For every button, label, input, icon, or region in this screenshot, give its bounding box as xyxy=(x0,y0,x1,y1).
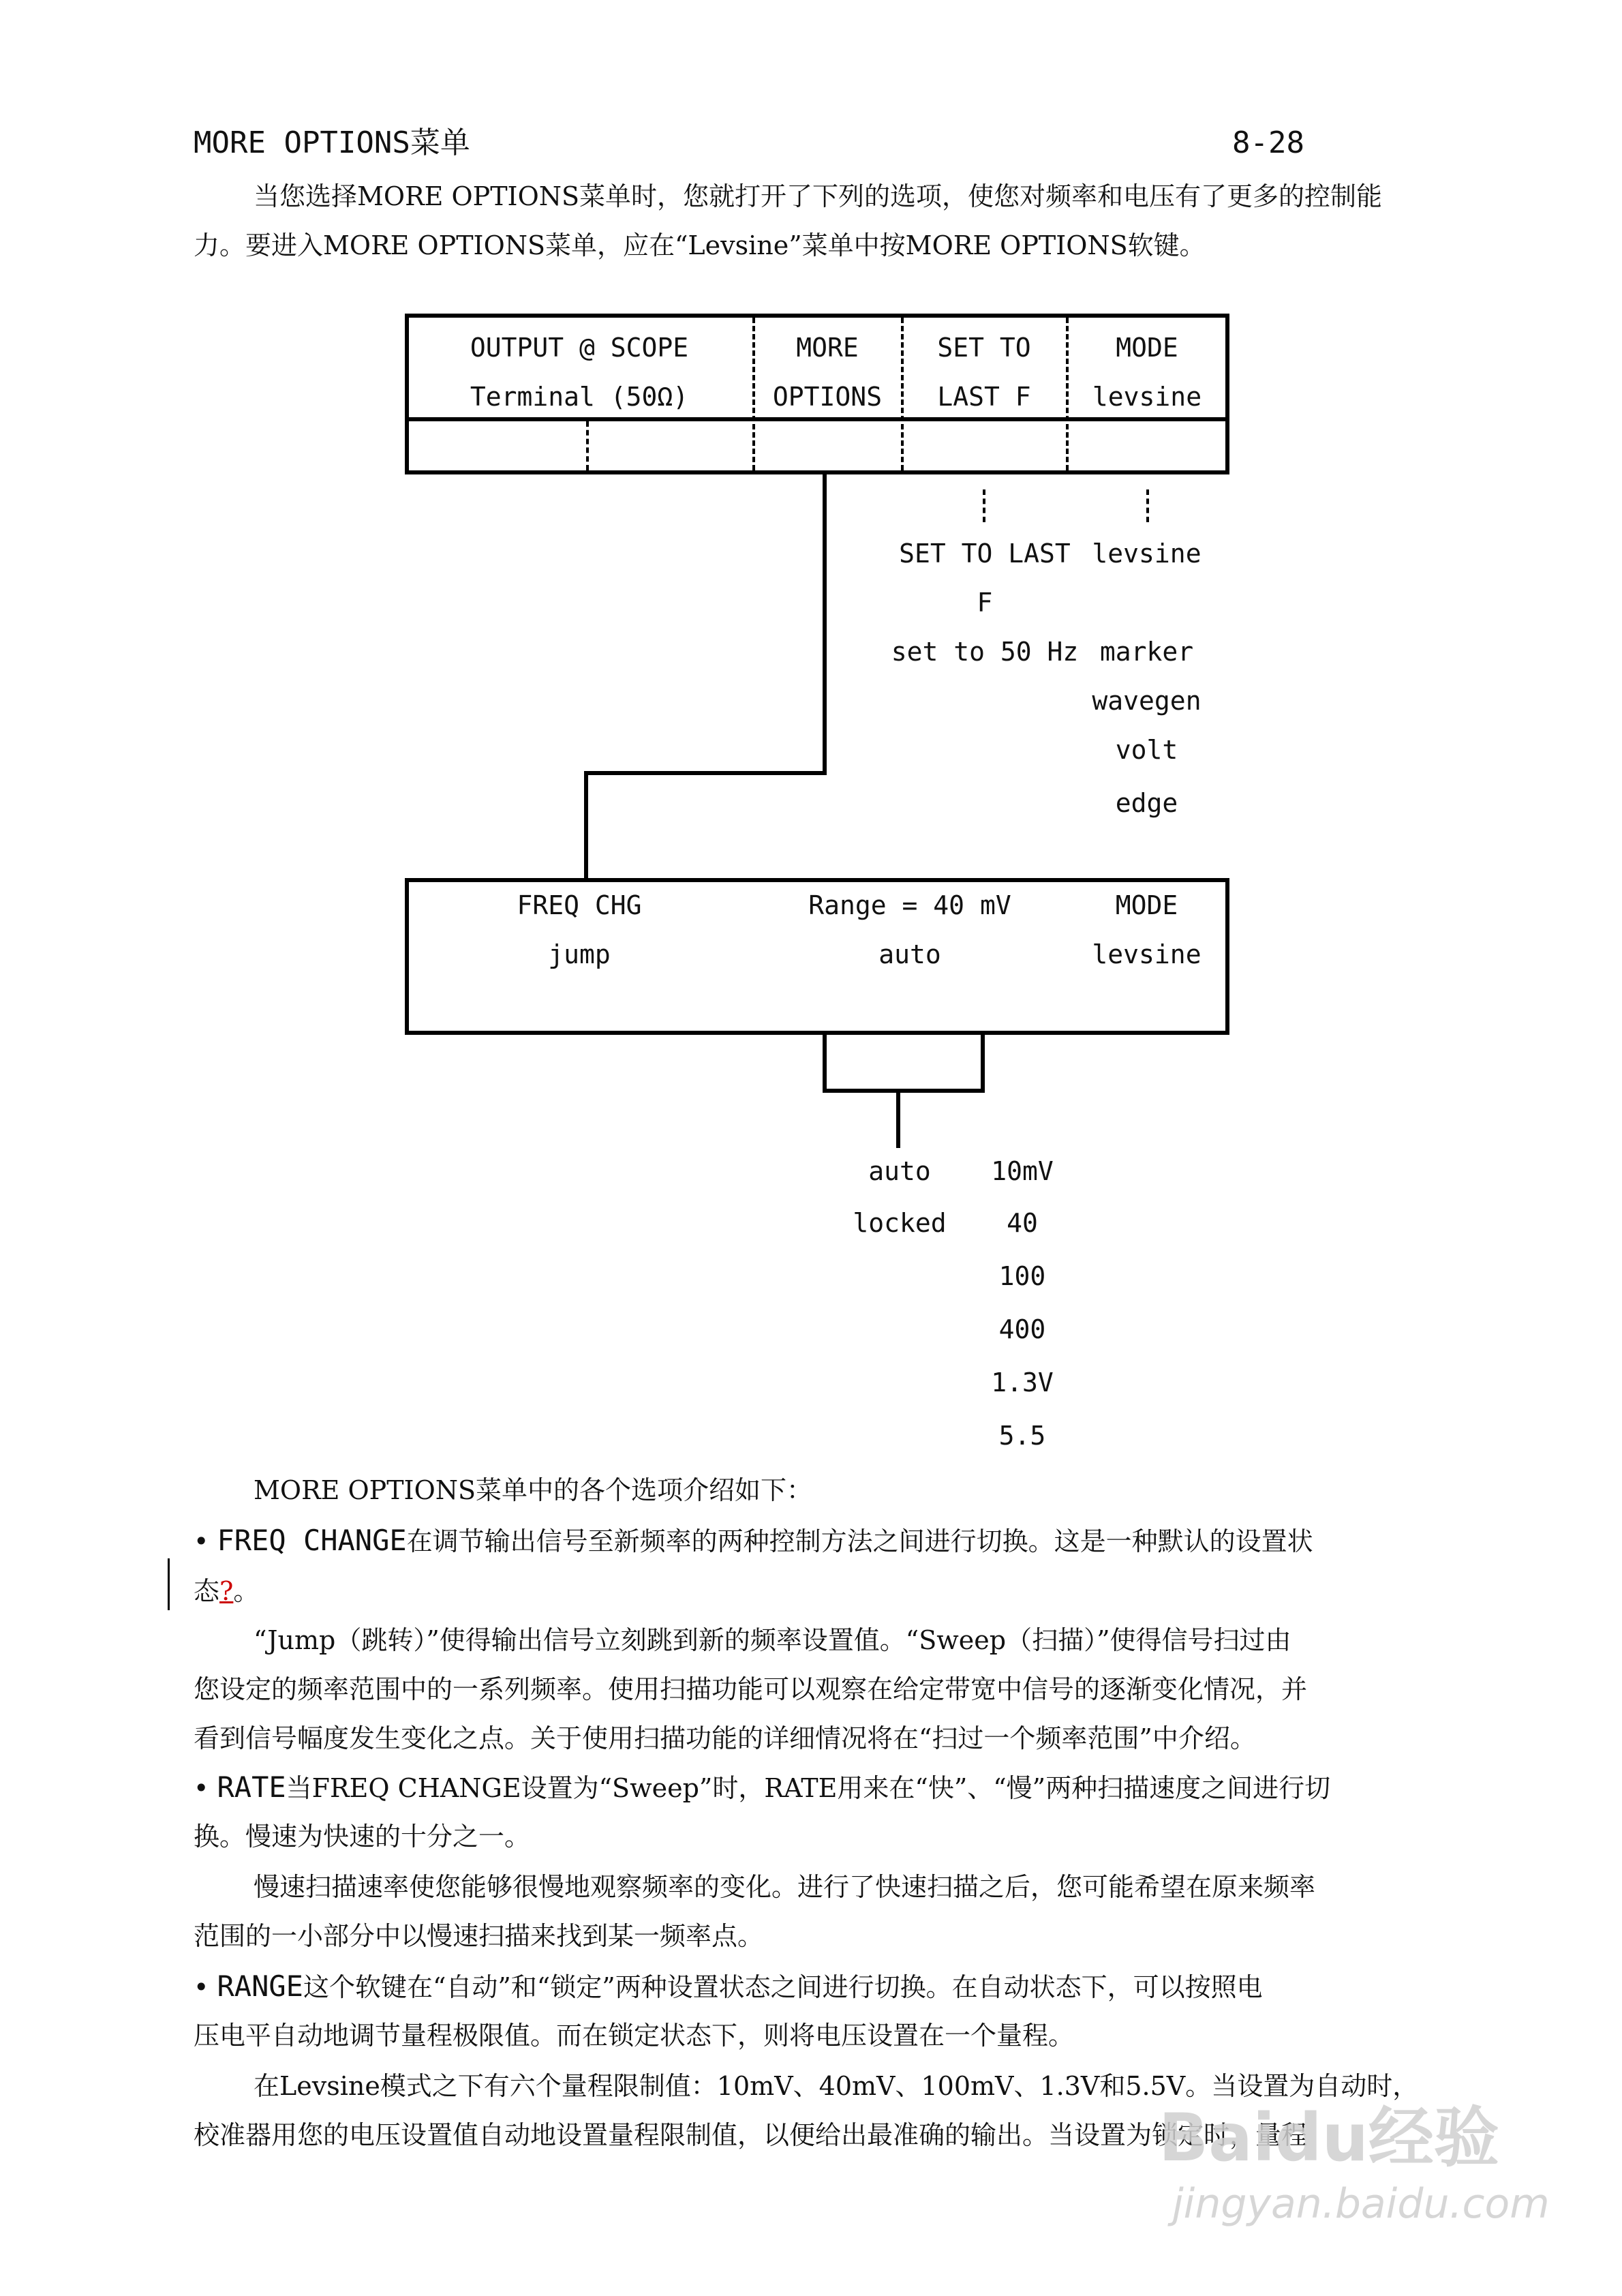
softkey-mode-line2: levsine xyxy=(1092,382,1202,412)
bullet: • xyxy=(194,1773,209,1803)
mode-option-volt: volt xyxy=(1115,735,1178,765)
freq-change-keyword: FREQ CHANGE xyxy=(217,1524,407,1557)
softkey-output-line2: Terminal (50Ω) xyxy=(470,382,689,412)
range-mode-auto: auto xyxy=(868,1156,931,1186)
mode-option-marker: marker xyxy=(1099,637,1194,667)
freq-change-line-1 xyxy=(194,1516,1434,1566)
set-to-option-3: set to 50 Hz xyxy=(891,637,1079,667)
freq-change-line2-suffix: 。 xyxy=(233,1576,260,1606)
softkey-freq-chg-line2: jump xyxy=(548,939,611,969)
rate-keyword: RATE xyxy=(217,1770,286,1804)
rate-text: 当FREQ CHANGE设置为“Sweep”时，RATE用来在“快”、“慢”两种扫描速度之间进行切 xyxy=(286,1773,1331,1803)
mode-option-levsine: levsine xyxy=(1092,539,1202,569)
freq-change-line2-prefix: 态 xyxy=(194,1576,220,1606)
range-value-1: 10mV xyxy=(991,1156,1054,1186)
range-keyword: RANGE xyxy=(217,1969,303,2003)
revision-mark: ? xyxy=(219,1576,234,1606)
baidu-watermark-url: jingyan.baidu.com xyxy=(1172,2180,1550,2228)
range-value-2: 40 xyxy=(1007,1208,1038,1238)
bullet: • xyxy=(194,1526,209,1556)
page-number: 8-28 xyxy=(1232,125,1304,160)
range-text: 这个软键在“自动”和“锁定”两种设置状态之间进行切换。在自动状态下，可以按照电 xyxy=(303,1972,1263,2002)
freq-change-text: 在调节输出信号至新频率的两种控制方法之间进行切换。这是一种默认的设置状 xyxy=(406,1526,1313,1556)
range-value-4: 400 xyxy=(998,1314,1046,1344)
softkey-range-line2: auto xyxy=(878,939,941,969)
freq-change-line-2 xyxy=(194,1567,1434,1616)
set-to-option-1: SET TO LAST xyxy=(899,539,1071,569)
range-value-3: 100 xyxy=(998,1261,1046,1291)
softkey-set-to-line2: LAST F xyxy=(937,382,1031,412)
intro-line-2: 力。要进入MORE OPTIONS菜单，应在“Levsine”菜单中按MORE OPTIONS软键。 xyxy=(194,230,1206,260)
set-to-option-2: F xyxy=(977,588,993,618)
options-intro: MORE OPTIONS菜单中的各个选项介绍如下： xyxy=(254,1475,813,1505)
mode-option-wavegen: wavegen xyxy=(1092,686,1202,716)
slow-para-line-2: 范围的一小部分中以慢速扫描来找到某一频率点。 xyxy=(194,1921,764,1951)
slow-para-line-1: 慢速扫描速率使您能够很慢地观察频率的变化。进行了快速扫描之后，您可能希望在原来频率 xyxy=(254,1872,1316,1902)
softkey-mode-line1: MODE xyxy=(1116,333,1178,363)
baidu-watermark-logo: Baidu经验 xyxy=(1159,2100,1499,2176)
mode-option-edge: edge xyxy=(1115,788,1178,818)
softkey-output-line1: OUTPUT @ SCOPE xyxy=(470,333,689,363)
intro-line-1: 当您选择MORE OPTIONS菜单时，您就打开了下列的选项，使您对频率和电压有了更多的控制能 xyxy=(254,181,1383,211)
jump-para-line-1: “Jump（跳转）”使得输出信号立刻跳到新的频率设置值。“Sweep（扫描）”使得信号扫过由 xyxy=(254,1625,1291,1655)
softkey-more-options-line2: OPTIONS xyxy=(772,382,883,412)
rate-line-1 xyxy=(194,1763,1434,1813)
softkey-mode-2-line2: levsine xyxy=(1092,939,1202,969)
softkey-more-options-line1: MORE xyxy=(796,333,859,363)
range-value-5: 1.3V xyxy=(991,1368,1054,1398)
bullet: • xyxy=(194,1972,209,2002)
range-line-2: 压电平自动地调节量程极限值。而在锁定状态下，则将电压设置在一个量程。 xyxy=(194,2021,1075,2051)
rate-line-2: 换。慢速为快速的十分之一。 xyxy=(194,1822,531,1852)
range-line-1 xyxy=(194,1962,1434,2012)
jump-para-line-3: 看到信号幅度发生变化之点。关于使用扫描功能的详细情况将在“扫过一个频率范围”中介绍。 xyxy=(194,1723,1256,1753)
softkey-set-to-line1: SET TO xyxy=(937,333,1031,363)
softkey-range-line1: Range = 40 mV xyxy=(808,890,1011,920)
levsine-para-line-2: 校准器用您的电压设置值自动地设置量程限制值，以便给出最准确的输出。当设置为锁定时，量程 xyxy=(194,2120,1308,2150)
page-title: MORE OPTIONS菜单 xyxy=(194,125,470,160)
softkey-mode-2-line1: MODE xyxy=(1115,890,1178,920)
revision-bar xyxy=(168,1558,170,1610)
range-mode-locked: locked xyxy=(853,1208,947,1238)
levsine-para-line-1: 在Levsine模式之下有六个量程限制值：10mV、40mV、100mV、1.3V和5.5V。当设置为自动时， xyxy=(254,2071,1419,2101)
softkey-freq-chg-line1: FREQ CHG xyxy=(517,890,642,920)
jump-para-line-2: 您设定的频率范围中的一系列频率。使用扫描功能可以观察在给定带宽中信号的逐渐变化情况，并 xyxy=(194,1674,1308,1704)
range-value-6: 5.5 xyxy=(998,1421,1046,1451)
